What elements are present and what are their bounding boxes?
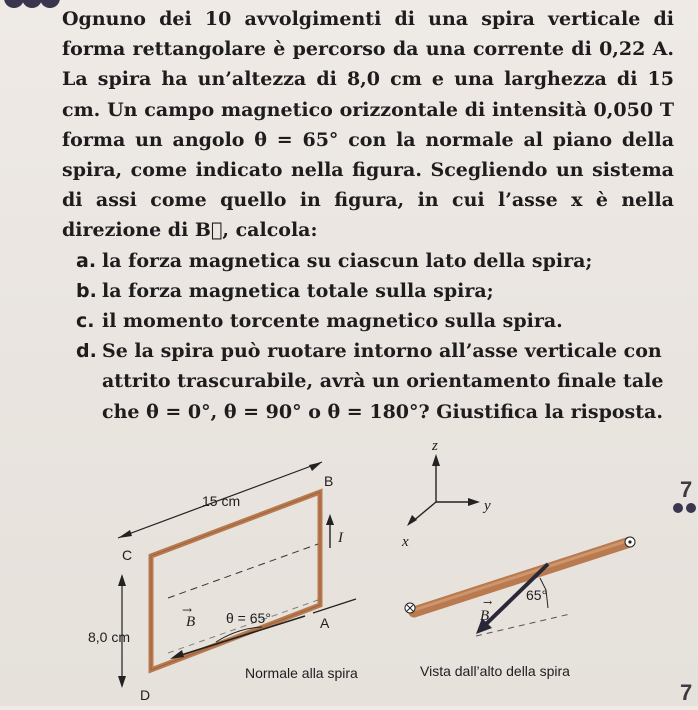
question-item-d	[62, 336, 674, 427]
question-label: d.	[76, 340, 97, 363]
question-label: b.	[76, 279, 97, 302]
loop-figure	[0, 430, 698, 706]
top-view-field-label: B	[480, 608, 490, 624]
question-list	[62, 246, 674, 427]
axis-x-label: x	[402, 534, 409, 550]
rectangular-loop	[151, 492, 320, 670]
corner-d-label: D	[140, 687, 151, 703]
width-label: 15 cm	[202, 493, 241, 509]
question-text: la forza magnetica su ciascun lato della spira;	[102, 249, 593, 272]
corner-a-label: A	[320, 615, 330, 631]
question-item-c	[62, 306, 674, 336]
field-vector-arrow: →	[182, 603, 193, 617]
normal-caption: Normale alla spira	[245, 665, 358, 681]
axis-y-label: y	[484, 498, 491, 514]
problem-intro: Ognuno dei 10 avvolgimenti di una spira verticale di forma rettangolare è percorso da una corrente di 0,22 A. La spira ha un’altezza di 8,0 cm e una larghezza di 15 cm. Un campo magnetico orizzontale di intensità 0,050 T forma un angolo θ = 65° con la normale al piano della spira, come indicato nella figura. Scegliendo un sistema di assi come quello in figura, in cui l’asse x è nella direzione di B⃗, calcola:	[62, 8, 674, 242]
axis-z-label: z	[432, 438, 438, 454]
top-left-dots	[0, 0, 64, 14]
margin-number-top: 7	[680, 477, 693, 502]
problem-text	[62, 4, 674, 427]
top-view-field-vector-arrow: →	[483, 596, 493, 609]
current-arrow	[326, 514, 334, 548]
angle-label: θ = 65°	[226, 610, 271, 626]
question-text: il momento torcente magnetico sulla spira.	[102, 310, 563, 333]
top-view-angle-label: 65°	[526, 587, 548, 603]
height-label: 8,0 cm	[88, 629, 131, 645]
axes-icon	[407, 454, 480, 526]
current-in-icon	[405, 603, 415, 613]
top-view-caption: Vista dall’alto della spira	[420, 663, 570, 679]
field-label: B	[186, 614, 196, 630]
question-label: c.	[76, 310, 95, 333]
corner-c-label: C	[122, 547, 133, 563]
question-item-b	[62, 276, 674, 306]
margin-dots	[673, 503, 696, 513]
margin-number-bottom: 7	[680, 680, 693, 705]
question-text: Se la spira può ruotare intorno all’asse verticale con attrito trascurabile, avrà un orientamento finale tale che θ = 0°, θ = 90° o θ = 180°? Giustifica la risposta.	[102, 340, 664, 423]
top-view-wire	[414, 537, 635, 612]
current-label: I	[338, 530, 343, 546]
question-text: la forza magnetica totale sulla spira;	[102, 279, 494, 302]
question-label: a.	[76, 249, 97, 272]
question-item-a	[62, 246, 674, 276]
corner-b-label: B	[324, 473, 334, 489]
